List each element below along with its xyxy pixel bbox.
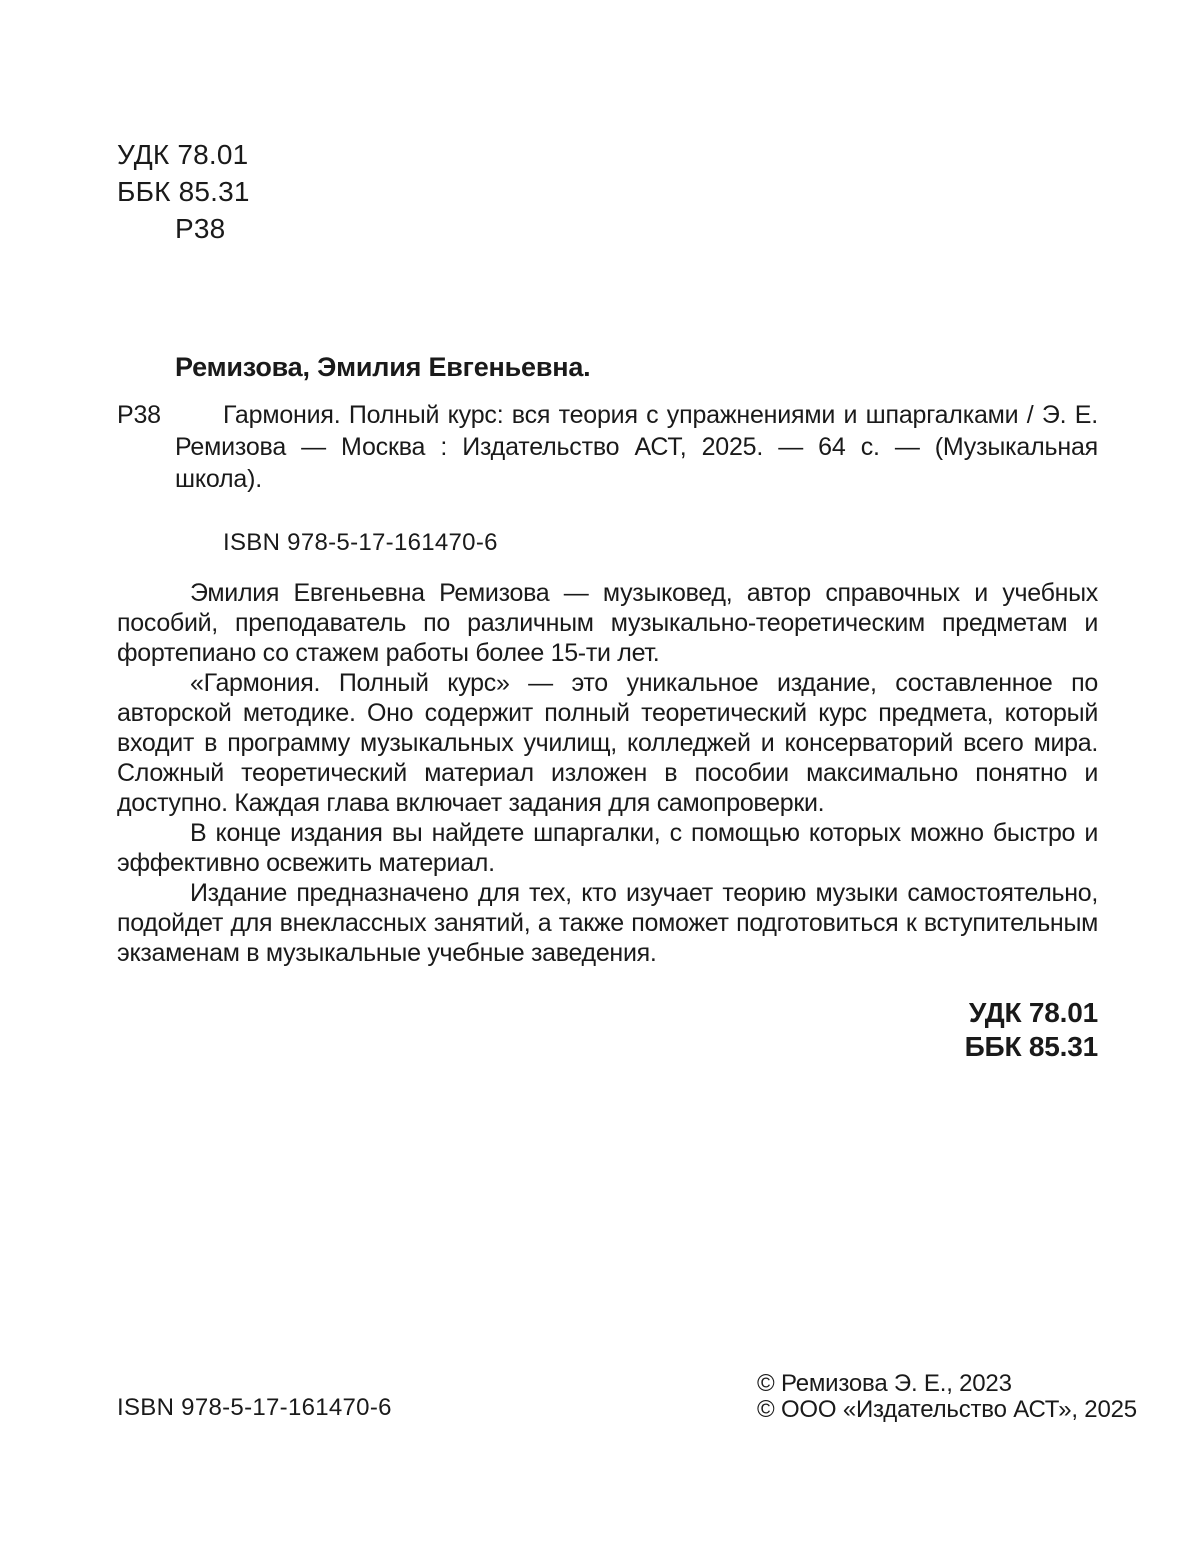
- bbk-code-right: ББК 85.31: [964, 1031, 1098, 1062]
- annotation-paragraph: Эмилия Евгеньевна Ремизова — музыковед, автор справочных и учебных пособий, преподаватель по различным музыкально-теоретическим предметам и фортепиано со стажем работы более 15-ти лет.: [117, 579, 1098, 667]
- annotation-paragraph: «Гармония. Полный курс» — это уникальное издание, составленное по авторской методике. Оно содержит полный теоретический курс предмета, который входит в программу музыкальных училищ, колледжей и консерваторий всего мира. Сложный теоретический материал изложен в пособии максимально понятно и доступно. Каждая глава включает задания для самопроверки.: [117, 669, 1098, 817]
- classification-block-top: [117, 136, 250, 247]
- author-heading: Ремизова, Эмилия Евгеньевна.: [175, 352, 591, 382]
- bibliographic-entry-text: Гармония. Полный курс: вся теория с упражнениями и шпаргалками / Э. Е. Ремизова — Москва : Издательство АСТ, 2025. — 64 с. — (Музыкальная школа).: [175, 401, 1098, 493]
- annotation-paragraph: В конце издания вы найдете шпаргалки, с помощью которых можно быстро и эффективно освежить материал.: [117, 819, 1098, 877]
- classification-block-right: [965, 996, 1098, 1064]
- isbn-number: ISBN 978-5-17-161470-6: [223, 529, 498, 556]
- copyright-block: [757, 1371, 1137, 1423]
- copyright-publisher: © ООО «Издательство АСТ», 2025: [757, 1396, 1137, 1423]
- copyright-author: © Ремизова Э. Е., 2023: [757, 1370, 1012, 1397]
- annotation-paragraph: Издание предназначено для тех, кто изучает теорию музыки самостоятельно, подойдет для внеклассных занятий, а также поможет подготовиться к вступительным экзаменам в музыкальные учебные заведения.: [117, 879, 1098, 967]
- bbk-code-top: ББК 85.31: [117, 176, 250, 207]
- udk-code-right: УДК 78.01: [968, 997, 1098, 1028]
- author-sign-entry: Р38: [117, 401, 161, 429]
- author-sign-top: Р38: [175, 213, 226, 244]
- udk-code-top: УДК 78.01: [117, 139, 249, 170]
- bibliographic-entry: [117, 399, 1098, 495]
- footer-isbn-number: ISBN 978-5-17-161470-6: [117, 1394, 392, 1421]
- annotation-block: [117, 578, 1098, 968]
